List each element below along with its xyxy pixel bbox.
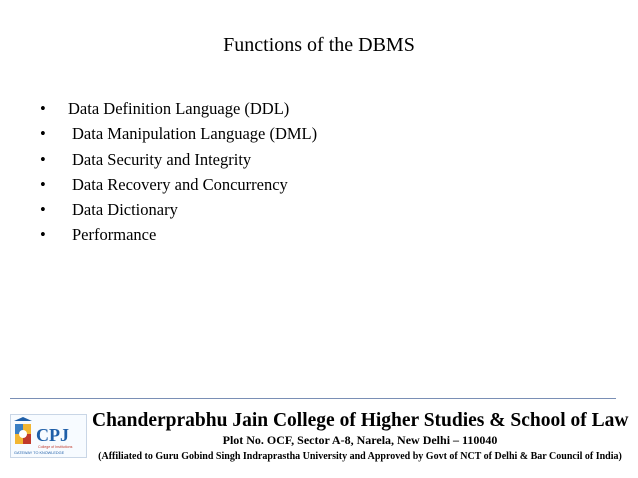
slide-title: Functions of the DBMS [223, 34, 415, 56]
bullet-item [40, 222, 317, 247]
bullet-text: Data Dictionary [72, 200, 178, 220]
bullet-marker: • [40, 99, 46, 118]
bullet-item [40, 172, 317, 197]
college-affiliation: (Affiliated to Guru Gobind Singh Indraprastha University and Approved by Govt of NCT of Delhi & Bar Council of India) [98, 451, 622, 462]
logo-text: CPJ [36, 425, 69, 445]
bullet-item [40, 197, 317, 222]
bullet-text: Data Recovery and Concurrency [72, 174, 288, 194]
college-logo-icon [11, 415, 86, 457]
logo-subtext: College of Institutions [38, 445, 73, 449]
bullet-text: Data Definition Language (DDL) [68, 99, 290, 118]
bullet-item [40, 121, 317, 146]
bullet-item [40, 96, 317, 121]
bullet-marker: • [40, 149, 46, 169]
bullet-text: Performance [72, 225, 157, 245]
bullet-marker: • [40, 200, 46, 220]
bullet-marker: • [40, 124, 46, 144]
college-logo [10, 414, 87, 458]
logo-tagline: GATEWAY TO KNOWLEDGE [14, 451, 65, 455]
bullet-marker: • [40, 225, 46, 245]
bullet-marker: • [40, 174, 46, 194]
college-address: Plot No. OCF, Sector A-8, Narela, New Delhi – 110040 [222, 433, 498, 447]
bullet-text: Data Manipulation Language (DML) [72, 124, 318, 144]
bullet-list [40, 96, 317, 248]
college-name: Chanderprabhu Jain College of Higher Studies & School of Law [92, 410, 629, 431]
bullet-item [40, 147, 317, 172]
bullet-text: Data Security and Integrity [72, 149, 252, 169]
footer-divider [10, 398, 616, 399]
